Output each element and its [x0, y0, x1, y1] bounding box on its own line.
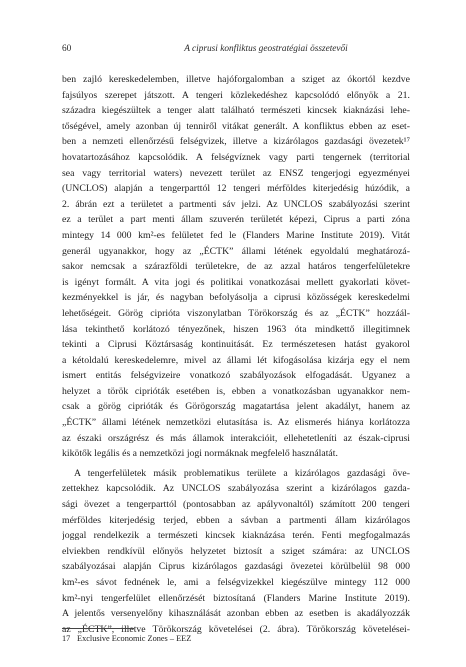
- running-title: A ciprusi konfliktus geostratégiai összetevői: [184, 44, 348, 54]
- text-line: sakor nemcsak a szárazföldi területekre, de az azzal határos tengerfelületekre: [62, 261, 410, 273]
- text-line: lehetőségeit. Görög ciprióta viszonylatban Törökország és az „ÉCTK” hozzáál-: [62, 307, 410, 319]
- text-line: elviekben rendkívül előnyös helyzetet biztosít a sziget számára: az UNCLOS: [62, 545, 410, 557]
- text-line: 2. ábrán ezt a területet a partmenti sáv jelzi. Az UNCLOS szabályozási szerint: [62, 198, 410, 210]
- text-line: joggal rendelkezik a természeti kincsek kiaknázása terén. Fenti megfogalmazás: [62, 530, 410, 542]
- text-line: az „ÉCTK”, illetve Törökország követelései (2. ábra). Törökország követelései-: [62, 623, 410, 635]
- text-line: mérföldes kiterjedésig terjed, ebben a sávban a partmenti állam kizárólagos: [62, 514, 410, 526]
- text-line: generál ugyanakkor, hogy az „ÉCTK” állami létének egyoldalú meghatározá-: [62, 245, 410, 257]
- text-line: kikötők legális és a nemzetközi jogi normáknak megfelelő használatát.: [62, 448, 338, 460]
- page-number: 60: [62, 44, 72, 54]
- footnote-number: 17: [62, 634, 71, 643]
- text-line: „ÉCTK” állami létének nemzetközi elutasítása is. Az elismerés hiánya korlátozza: [62, 417, 410, 429]
- text-line: mintegy 14 000 km²-es felületet fed le (Flanders Marine Institute 2019). Vitát: [62, 229, 410, 241]
- text-line: km²-nyi tengerfelület ellenőrzését biztosítaná (Flanders Marine Institute 2019).: [62, 592, 410, 604]
- footnote: [62, 634, 410, 643]
- footnote-rule: [62, 628, 134, 629]
- text-line: fajsúlyos szerepet játszott. A tengeri közlekedéshez kapcsolódó előnyök a 21.: [62, 89, 410, 101]
- text-line: (UNCLOS) alapján a tengerparttól 12 tengeri mérföldes kiterjedésig húzódik, a: [62, 183, 410, 195]
- text-line: A tengerfelületek másik problematikus területe a kizárólagos gazdasági öve-: [74, 467, 410, 479]
- text-line: századra kiegészültek a tenger alatt található természeti kincsek kiaknázási lehe-: [62, 105, 410, 117]
- text-line: sági övezet a tengerparttól (pontosabban az apályvonaltól) számított 200 tengeri: [62, 499, 410, 511]
- text-line: csak a görög ciprióták és Görögország magatartása jelent akadályt, hanem az: [62, 401, 410, 413]
- text-line: hovatartozásához kapcsolódik. A felségvíznek vagy parti tengernek (territorial: [62, 151, 410, 163]
- text-line: helyzet a török ciprióták esetében is, ebben a vonatkozásban ugyanakkor nem-: [62, 385, 410, 397]
- text-line: lása tekinthető korlátozó tényezőnek, hiszen 1963 óta mindkettő illegitimnek: [62, 323, 410, 335]
- text-line: A jelentős versenyelőny kihasználását azonban ebben az esetben is akadályozzák: [62, 608, 410, 620]
- text-line: zettekhez kapcsolódik. Az UNCLOS szabályozása szerint a kizárólagos gazda-: [62, 483, 410, 495]
- text-line: ez a terület a part menti állam szuverén területét képezi, Ciprus a parti zóna: [62, 214, 410, 226]
- text-line: ben a nemzeti ellenőrzésű felségvizek, illetve a kizárólagos gazdasági övezetek¹⁷: [62, 136, 410, 148]
- text-line: az északi országrész és más államok interakcióit, ellehetetleníti az észak-ciprusi: [62, 432, 410, 444]
- text-line: kezményekkel is jár, és nagyban befolyásolja a ciprusi közösségek kereskedelmi: [62, 292, 410, 304]
- paragraph: [62, 72, 410, 462]
- paragraph: [62, 466, 410, 638]
- text-line: km²-es sávot fednének le, ami a felségvizekkel kiegészülve mintegy 112 000: [62, 577, 410, 588]
- text-line: is igényt formált. A vita jogi és politikai vonatkozásai mellett gyakorlati követ-: [62, 276, 410, 288]
- text-line: ismert entitás felségvizeire vonatkozó szabályozások elfogadását. Ugyanez a: [62, 370, 410, 382]
- footnote-text: Exclusive Economic Zones – EEZ: [77, 634, 192, 643]
- text-line: tőségével, amely azonban új tenniről vitákat generált. A konfliktus ebben az eset-: [62, 120, 410, 132]
- text-line: a kétoldalú kereskedelemre, mivel az állami lét kifogásolása kizárja egy el nem: [62, 354, 410, 366]
- text-line: szabályozásai alapján Ciprus kizárólagos gazdasági övezetei körülbelül 98 000: [62, 561, 410, 573]
- text-line: tekinti a Ciprusi Köztársaság kontinuitását. Ez természetesen hatást gyakorol: [62, 339, 410, 351]
- text-line: ben zajló kereskedelemben, illetve hajóforgalomban a sziget az ókortól kezdve: [62, 74, 410, 85]
- page-header: [62, 44, 410, 58]
- body-text: [62, 72, 410, 637]
- text-line: sea vagy territorial waters) nevezett terület az ENSZ tengerjogi egyezményei: [62, 167, 410, 179]
